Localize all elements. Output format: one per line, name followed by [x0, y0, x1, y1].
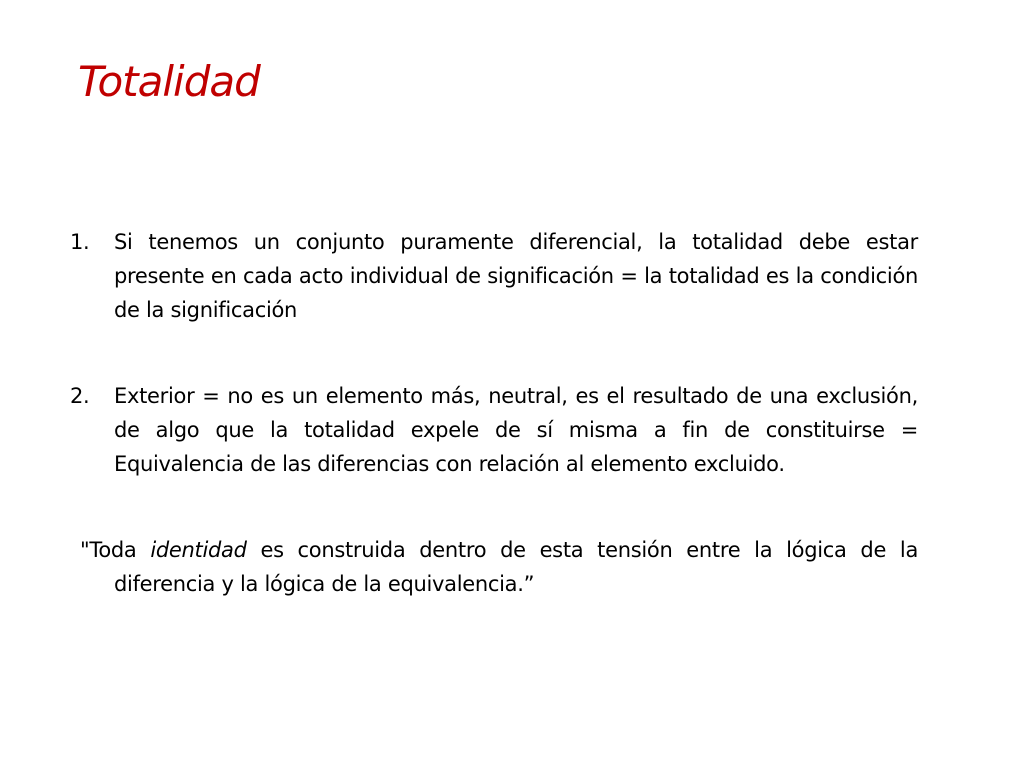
quote-opening: "Toda	[80, 538, 151, 562]
closing-quote	[70, 533, 918, 601]
quote-rest: es construida dentro de esta tensión entre la lógica de la diferencia y la lógica de la equivalencia.”	[114, 538, 919, 596]
list-item	[70, 225, 918, 327]
list-item-text: Exterior = no es un elemento más, neutral, es el resultado de una exclusión, de algo que la totalidad expele de sí misma a fin de constituirse = Equivalencia de las diferencias con relación al elemento excluido.	[114, 384, 918, 476]
list-item-number: 2.	[70, 384, 90, 408]
quote-emphasis: identidad	[150, 538, 247, 562]
list-item-number: 1.	[70, 230, 90, 254]
slide-content	[70, 225, 918, 601]
list-item-text: Si tenemos un conjunto puramente diferencial, la totalidad debe estar presente en cada acto individual de significación = la totalidad es la condición de la significación	[114, 230, 918, 322]
list-item	[70, 379, 918, 481]
slide-title: Totalidad	[78, 57, 260, 106]
